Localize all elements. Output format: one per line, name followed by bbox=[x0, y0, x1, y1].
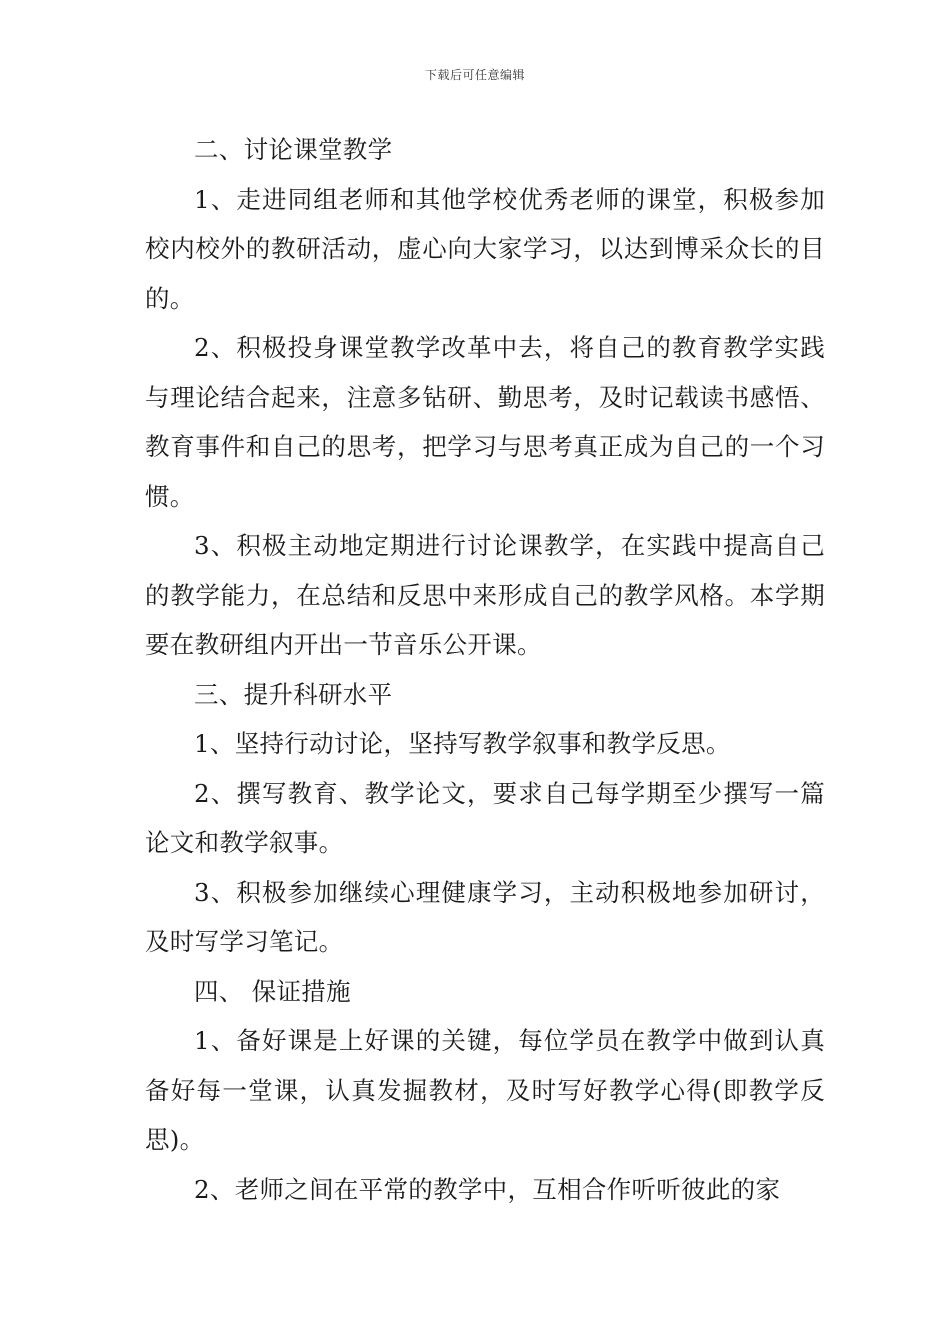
document-body bbox=[145, 125, 825, 1214]
paragraph-2-2: 2、积极投身课堂教学改革中去，将自己的教育教学实践与理论结合起来，注意多钻研、勤思考，及时记载读书感悟、教育事件和自己的思考，把学习与思考真正成为自己的一个习惯。 bbox=[145, 333, 825, 511]
paragraph-3-3: 3、积极参加继续心理健康学习，主动积极地参加研讨，及时写学习笔记。 bbox=[145, 877, 825, 956]
section-heading-2: 二、讨论课堂教学 bbox=[194, 135, 393, 164]
paragraph-2-3: 3、积极主动地定期进行讨论课教学，在实践中提高自己的教学能力，在总结和反思中来形成自己的教学风格。本学期要在教研组内开出一节音乐公开课。 bbox=[145, 531, 825, 659]
paragraph-3-1: 1、坚持行动讨论，坚持写教学叙事和教学反思。 bbox=[194, 729, 731, 758]
paragraph-4-1: 1、备好课是上好课的关键，每位学员在教学中做到认真备好每一堂课，认真发掘教材，及时写好教学心得(即教学反思)。 bbox=[145, 1026, 825, 1154]
paragraph-3-2: 2、撰写教育、教学论文，要求自己每学期至少撰写一篇论文和教学叙事。 bbox=[145, 778, 825, 857]
paragraph-4-2: 2、老师之间在平常的教学中，互相合作听听彼此的家 bbox=[194, 1174, 781, 1204]
section-heading-4: 四、 保证措施 bbox=[194, 976, 351, 1006]
section-heading-3: 三、提升科研水平 bbox=[194, 679, 393, 709]
page-header-note: 下载后可任意编辑 bbox=[424, 68, 525, 82]
paragraph-2-1: 1、走进同组老师和其他学校优秀老师的课堂，积极参加校内校外的教研活动，虚心向大家学习，以达到博采众长的目的。 bbox=[145, 184, 825, 313]
